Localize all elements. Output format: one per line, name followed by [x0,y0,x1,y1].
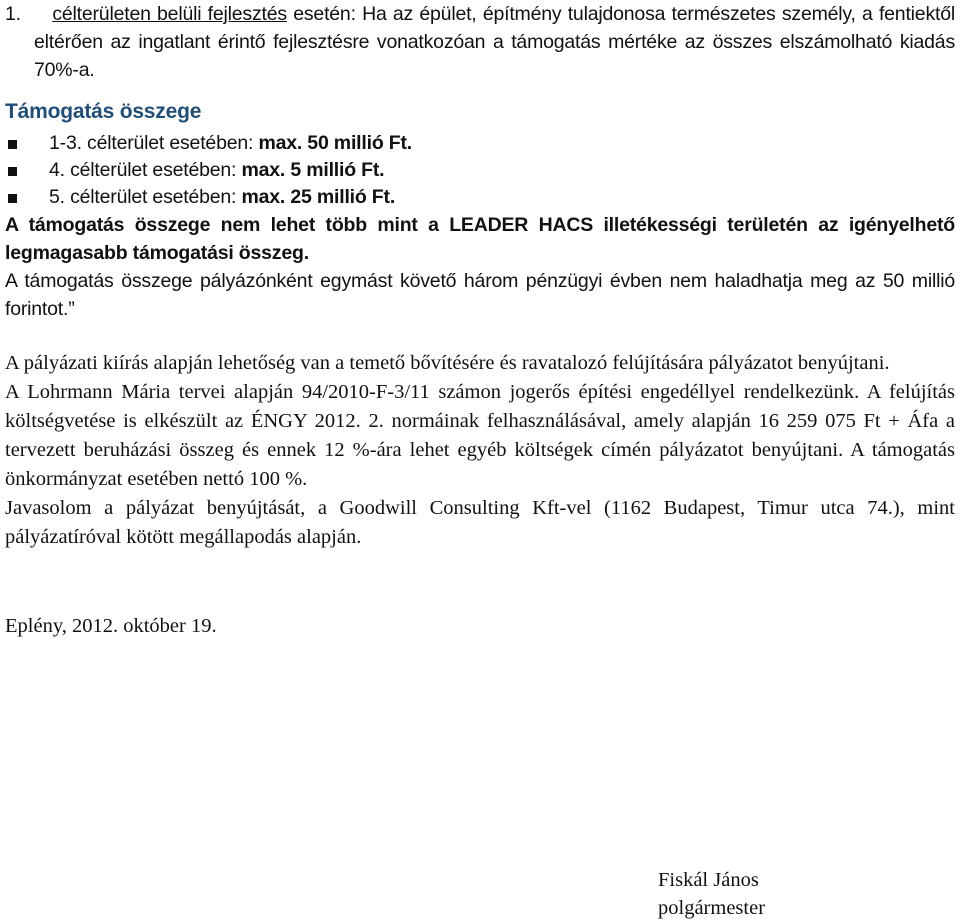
item-number: 1. [5,3,21,25]
square-bullet-icon [8,167,17,176]
target-amount: max. 5 millió Ft. [241,159,385,181]
signatory-name: Fiskál János [658,869,759,891]
target-amount-list [5,130,955,211]
list-item [5,157,955,184]
target-label: 4. célterület esetében: [49,159,242,181]
body-paragraph-2: A Lohrmann Mária tervei alapján 94/2010-F-3/11 számon jogerős építési engedéllyel rendelkezünk. A felújítás költségvetése is elkészült az ÉNGY 2012. 2. normáinak felhasználásával, amely alapján 16 259 075 Ft + Áfa a tervezett beruházási összeg és ennek 12 %-ára lehet egyéb költségek címén pályázatot benyújtani. A támogatás önkormányzat esetében nettó 100 %. [5,381,955,490]
support-amount-heading: Támogatás összege [5,100,202,123]
square-bullet-icon [8,194,17,203]
item-text: esetén: Ha az épület, építmény tulajdonosa természetes személy, a fentiektől eltérően az ingatlant érintő fejlesztésre vonatkozóan a támogatás mértéke az összes elszámolható kiadás 70%-a. [34,3,955,81]
list-item [5,130,955,157]
item-underlined-term: célterületen belüli fejlesztés [52,3,287,25]
body-paragraph-3: Javasolom a pályázat benyújtását, a Goodwill Consulting Kft-vel (1162 Budapest, Timur utca 74.), mint pályázatíróval kötött megállapodás alapján. [5,497,955,548]
signatory-title: polgármester [658,897,766,919]
body-paragraph-1: A pályázati kiírás alapján lehetőség van a temető bővítésére és ravatalozó felújítására pályázatot benyújtani. [5,352,890,374]
place-date: Eplény, 2012. október 19. [5,615,217,637]
leader-note: A támogatás összege nem lehet több mint a LEADER HACS illetékességi területén az igényelhető legmagasabb támogatási összeg. [5,214,955,264]
target-label: 1-3. célterület esetében: [49,132,259,154]
document-page [5,0,955,641]
target-label: 5. célterület esetében: [49,186,242,208]
target-area-1-paragraph [5,0,955,84]
square-bullet-icon [8,140,17,149]
signature-block [658,866,765,922]
limit-note: A támogatás összege pályázónként egymást követő három pénzügyi évben nem haladhatja meg az 50 millió forintot.” [5,270,955,320]
target-amount: max. 50 millió Ft. [258,132,412,154]
target-amount: max. 25 millió Ft. [241,186,396,208]
list-item [5,184,955,211]
